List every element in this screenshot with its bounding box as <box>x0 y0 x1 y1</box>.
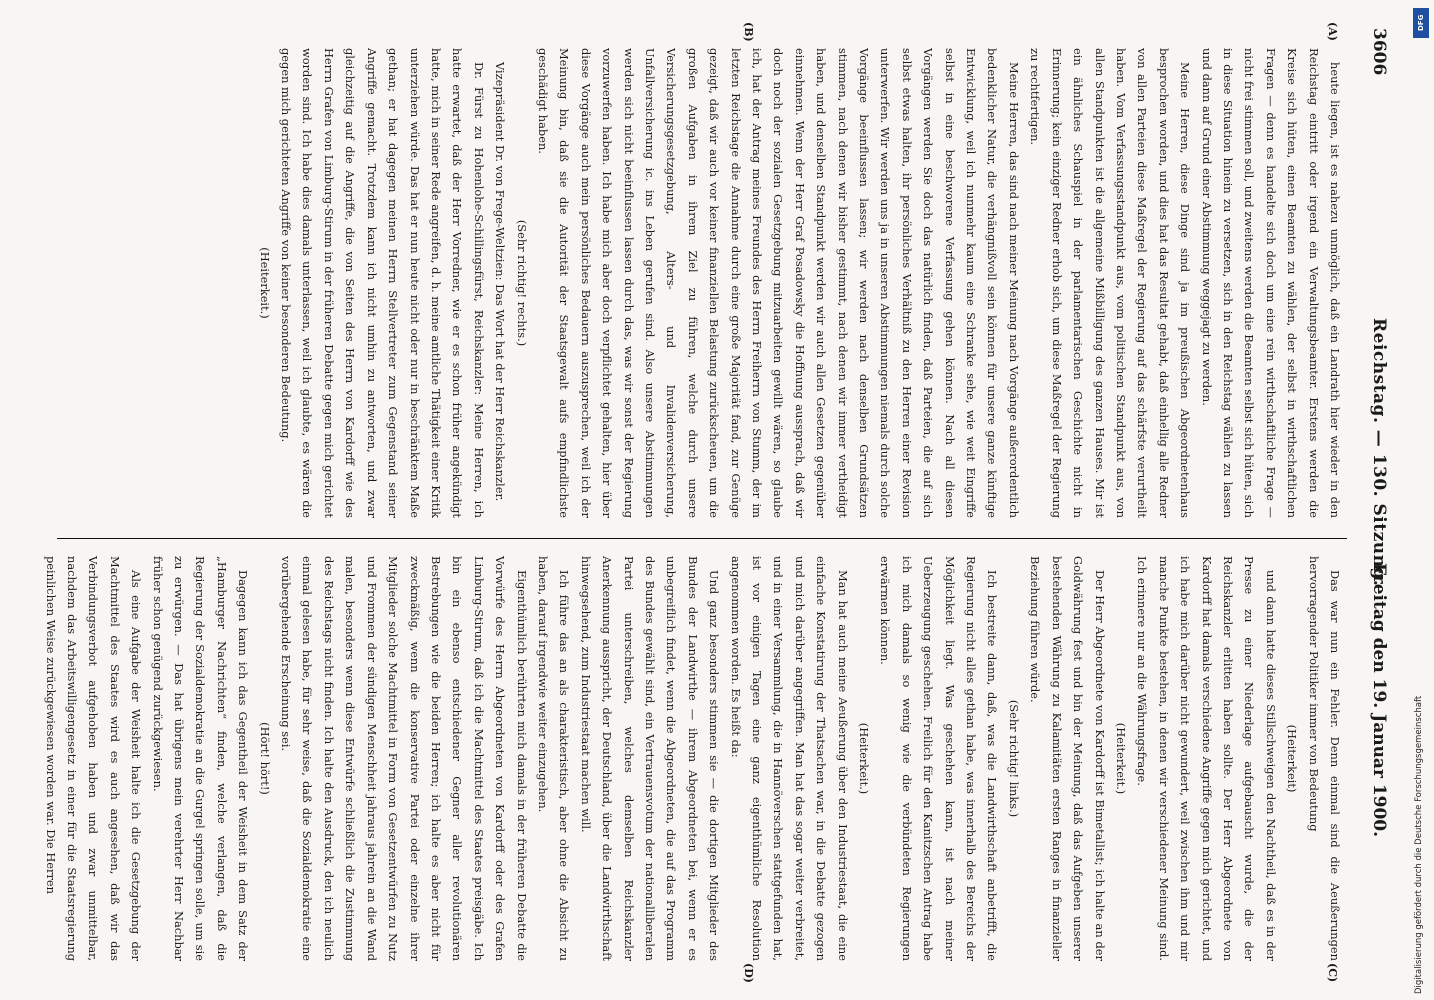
interjection: (Sehr richtig! links.) <box>1006 699 1021 818</box>
paragraph: Vizepräsident Dr. von Frege-Weltzien: Das Wort hat der Herr Reichskanzler. <box>493 62 508 502</box>
paragraph: heute liegen, ist es nahezu unmöglich, daß ein Landrath hier wieder in den Reichstag eintritt oder irgend ein Verwaltungsbeamter. Erstens werden die Kreise sich hüten, einen Beamten zu wählen, der selbst in wirthschaftlichen Fragen — denn es handelte sich doch um eine rein wirthschaftliche Frage — nicht frei stimmen soll, und zweitens werden die Beamten selbst sich hüten, sich in diese Situation hinein zu versetzen, sich in den Reichstag wählen zu lassen und dann auf Grund einer Abstimmung weggejagt zu werden. <box>1199 48 1342 518</box>
margin-mark-b: (B) <box>742 22 755 42</box>
page-header <box>1355 18 1395 978</box>
interjection: (Sehr richtig! rechts.) <box>514 219 529 347</box>
margin-mark-a: (A) <box>1326 22 1339 41</box>
paragraph: Der Herr Abgeordnete von Kardorff ist Bimetallist; ich halte an der Goldwährung fest und bin der Meinung, daß das Aufgeben unserer bestehenden Währung zu Kalamitäten ersten Ranges in finanzieller Beziehung führen würde. <box>1028 556 1107 961</box>
right-column <box>43 556 1345 961</box>
paragraph: Meine Herren, das sind nach meiner Meinung nach Vorgänge außerordentlich bedenklicher Natur, die verhängnißvoll sein können für unsere ganze künftige Entwicklung, weil ich nunmehr kaum eine Schranke sehe, wie weit Eingriffe selbst in eine beschworene Verfassung gehen können. Nach all diesen Vorgängen werden Sie doch das natürlich finden, daß Parteien, die auf sich selbst etwas halten, ihr persönliches Verhältniß zu den Herren einer Revision unterwerfen. Wir werden uns ja in unseren Abstimmungen niemals durch solche Vorgänge beeinflussen lassen; wir werden nach denselben Grundsätzen stimmen, nach denen wir bisher gestimmt, nach denen wir immer vertheidigt haben, und denselben Standpunkt werden wir auch allen Gesetzen gegenüber einnehmen. Wenn der Herr Graf Posadowsky die Hoffnung aussprach, daß wir doch noch der sozialen Gesetzgebung mitzuarbeiten gewillt wären, so glaube ich, hat der Antrag meines Freundes des Herrn Freiherrn von Stumm, der im letzten Reichstage die Annahme durch eine große Majorität fand, zur Genüge gezeigt, daß wir auch vor keiner finanziellen Belastung zurückscheuen, um die großen Aufgaben in ihrem Ziel zu führen, welche durch unsere Versicherungsgesetzgebung, Alters- und Invalidenversicherung, Unfallversicherung ic. ins Leben gerufen sind. Also unsere Abstimmungen werden sich nicht beeinflussen lassen durch das, was wir sonst der Regierung vorzuwerfen haben. Ich habe mich aber doch verpflichtet gehalten, hier über diese Vorgänge auch mein persönliches Bedauern auszusprechen, weil ich der Meinung bin, daß sie die Autorität der Staatsgewalt aufs empfindlichste geschädigt haben. <box>535 48 1021 518</box>
paragraph: Dr. Fürst zu Hohenlohe-Schillingsfürst, Reichskanzler: Meine Herren, ich hatte erwartet, daß der Herr Vorredner, wie er es schon früher angekündigt hatte, mich in seiner Rede angreifen, d. h. meine amtliche Thätigkeit einer Kritik unterziehen würde. Das hat er nun heute nicht oder nur in beschränktem Maße gethan; er hat dagegen meinen Herrn Stellvertreter zum Gegenstand seiner Angriffe gemacht. Trotzdem kann ich nicht umhin zu antworten, und zwar gleichzeitig auf die Angriffe, die von Seiten des Herrn von Kardorff wie des Herrn Grafen von Limburg-Stirum in der früheren Debatte gegen mich gerichtet worden sind. Ich habe dies damals unterlassen, weil ich glaubte, es wären die gegen mich gerichteten Angriffe von keiner besonderen Bedeutung. <box>279 48 486 518</box>
interjection: (Heiterkeit.) <box>1113 722 1128 795</box>
interjection: (Hört! hört!) <box>257 722 272 795</box>
rotated-newspaper-sheet <box>43 18 1395 983</box>
margin-mark-d: (D) <box>742 963 755 983</box>
interjection: (Heiterkeit.) <box>257 247 272 319</box>
page-title: Reichstag. — 130. Sitzung. <box>1369 318 1389 587</box>
paragraph: Eigenthümlich berührten mich damals in der früheren Debatte die Vorwürfe des Herrn Abgeordneten von Kardorff oder des Grafen Limburg-Stirum, daß ich die Machtmittel des Staates preisgäbe. Ich bin ein ebenso entschiedener Gegner aller revolutionären Bestrebungen wie die beiden Herren; ich halte es aber nicht für zweckmäßig, wenn die konservative Partei oder einzelne ihrer Mitglieder solche Machtmittel in Form von Gesetzentwürfen zu Nutz und Frommen der sündigen Menschheit jahraus jahrein an die Wand malen, besonders wenn diese Entwürfe schließlich die Zustimmung des Reichstags nicht finden. Ich halte den Ausdruck, den ich neulich einmal gelesen habe, für sehr weise, daß die Sozialdemokratie eine vorübergehende Erscheinung sei. <box>279 556 529 961</box>
paragraph: Meine Herren, diese Dinge sind ja im preußischen Abgeordnetenhaus besprochen worden, und dies hat das Resultat gehabt, daß einhellig alle Redner von allen Parteien diese Maßregel der Regierung auf das schärfste verurtheilt haben. Vom Verfassungsstandpunkt aus, vom politischen Standpunkt aus, von allen Standpunkten ist die allgemeine Mißbilligung des ganzen Hauses. Mir ist ein ähnliches Schauspiel in der parlamentarischen Geschichte nicht in Erinnerung; kein einziger Redner erhob sich, um diese Maßregel der Regierung zu rechtfertigen. <box>1028 48 1193 518</box>
margin-mark-c: (C) <box>1326 963 1339 983</box>
paragraph: Dagegen kann ich das Gegentheil der Weisheit in dem Satz der „Hamburger Nachrichten“ finden, welche verlangen, daß die Regierung der Sozialdemokratie an die Gurgel springen solle, um sie zu erwürgen. — Das hat übrigens mein verehrter Herr Nachbar früher schon genügend zurückgewiesen. <box>150 556 251 961</box>
paragraph: Ich führe das an als charakteristisch, aber ohne die Absicht zu haben, darauf irgendwie weiter einzugehen. <box>535 556 572 961</box>
column-divider <box>57 538 1347 539</box>
interjection: (Heiterkeit.) <box>857 722 872 795</box>
dfg-logo-icon: DFG <box>1413 8 1429 38</box>
page-date: Freitag den 19. Januar 1900. <box>1369 563 1389 838</box>
paragraph: Als eine Aufgabe der Weisheit halte ich die Gesetzgebung der Machtmittel des Staates wird es auch angesehen, daß wir das Verbindungsverbot aufgehoben haben und zwar unmittelbar, nachdem das Arbeitswilligengesetz in einer für die Staatsregierung peinlichen Weise zurückgewiesen worden war. Die Herren <box>43 556 144 961</box>
paragraph: Ich bestreite dann, daß, was die Landwirthschaft anbetrifft, die Regierung nicht alles gethan habe, was innerhalb des Bereichs der Möglichkeit liegt. Was geschehen kann, ist nach meiner Ueberzeugung geschehen. Freilich für den Kanitzschen Antrag habe ich mich damals so wenig wie die verbündeten Regierungen erwärmen können. <box>878 556 1000 961</box>
interjection: (Heiterkeit) <box>1285 724 1300 793</box>
page-number: 3606 <box>1369 28 1389 76</box>
paragraph: und dann hatte dieses Stillschweigen den Nachtheil, daß es in der Presse zu einer Niederlage aufgebauscht wurde, die der Reichskanzler erlitten haben sollte. Der Herr Abgeordnete von Kardorff hat damals verschiedene Angriffe gegen mich gerichtet, und ich habe mich darüber nicht gewundert, weil zwischen ihm und mir manche Punkte bestehen, in denen wir verschiedener Meinung sind. Ich erinnere nur an die Währungsfrage. <box>1135 556 1278 961</box>
digitization-credit: Digitalisierung gefördert durch die Deutsche Forschungsgemeinschaft <box>1414 695 1424 994</box>
paragraph: Das war nun ein Fehler. Denn einmal sind die Aeußerungen hervorragender Politiker immer von Bedeutung <box>1306 556 1342 961</box>
quotation: Und ganz besonders stimmen sie — die dortigen Mitglieder des Bundes der Landwirthe — ihrem Abgeordneten bei, wenn er es unbegreiflich findet, wenn die Abgeordneten, die auf das Programm des Bundes gewählt sind, ein Vertrauensvotum der nationalliberalen Partei unterschreiben, welches demselben Reichskanzler Anerkennung ausspricht, der Deutschland, über die Landwirthschaft hinwegsehend, zum Industriestaat machen will. <box>578 556 722 961</box>
left-column <box>55 48 1345 518</box>
paragraph: Man hat auch meine Aeußerung über den Industriestaat, die eine einfache Konstatirung der Thatsachen war, in die Debatte gezogen und mich darüber angegriffen. Man hat das sogar weiter verbreitet, und in einer Versammlung, die in Hannöverschen stattgefunden hat, ist vor einigen Tagen eine ganz eigenthümliche Resolution angenommen worden. Es heißt da: <box>728 556 850 961</box>
